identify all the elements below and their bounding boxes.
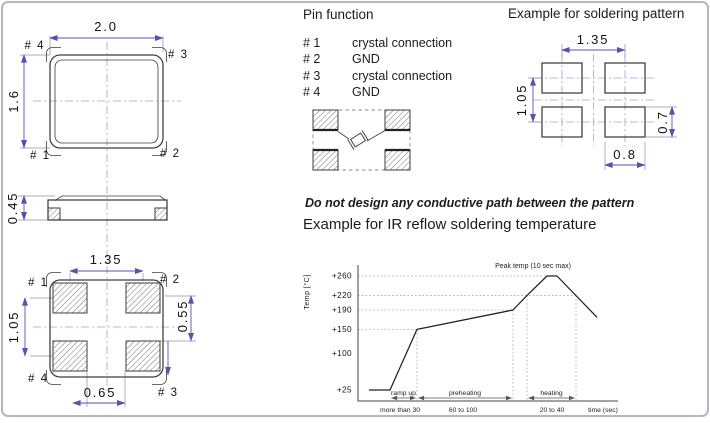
pad-4 bbox=[53, 341, 87, 371]
zone-duration-label: 20 to 40 bbox=[539, 407, 565, 414]
side-view-drawing bbox=[5, 192, 167, 225]
conductive-path-note: Do not design any conductive path between the pattern bbox=[305, 196, 635, 210]
pin-description: GND bbox=[352, 52, 380, 67]
zone-label: ramp up bbox=[391, 390, 416, 397]
zone-duration-label: 60 to 100 bbox=[448, 407, 478, 414]
pin-label-tr: # 3 bbox=[168, 49, 189, 61]
pin-connection-schematic bbox=[295, 95, 445, 180]
schematic-pad-br bbox=[385, 150, 410, 170]
dim-gap-label: 0.65 bbox=[83, 385, 117, 400]
bottom-view-drawing bbox=[6, 252, 196, 407]
pin-function-row bbox=[303, 51, 452, 67]
pad-3 bbox=[126, 341, 160, 371]
pin-description: GND bbox=[352, 84, 380, 99]
schematic-pad-tr bbox=[385, 110, 410, 130]
pin-description: crystal connection bbox=[352, 36, 453, 50]
y-tick-label: +25 bbox=[336, 385, 352, 395]
chart-axes bbox=[358, 265, 618, 401]
package-outline bbox=[50, 55, 163, 148]
y-tick-label: +150 bbox=[331, 325, 352, 334]
dim-pad-height-label: 0.7 bbox=[655, 110, 670, 134]
side-pad-left bbox=[48, 208, 60, 220]
y-tick-label: +190 bbox=[331, 305, 352, 315]
temperature-profile-curve bbox=[369, 276, 597, 390]
pin-number: # 4 bbox=[303, 84, 321, 99]
dim-right-label: 0.55 bbox=[175, 299, 190, 333]
pin-function-title: Pin function bbox=[303, 7, 374, 22]
y-tick-label: +220 bbox=[331, 291, 352, 300]
zone-duration-label: more than 30 bbox=[379, 407, 421, 414]
package-cavity-outline bbox=[55, 60, 158, 143]
dim-pitch-x-label: 1.35 bbox=[576, 32, 610, 47]
top-view-drawing bbox=[6, 19, 189, 162]
pin-number: # 3 bbox=[303, 68, 321, 83]
pin-function-row bbox=[303, 68, 452, 84]
soldering-pattern-drawing bbox=[490, 25, 710, 180]
zone-label: preheating bbox=[448, 390, 482, 397]
pin-function-list bbox=[303, 35, 452, 100]
zone-label: heating bbox=[540, 390, 563, 397]
pin-number: # 2 bbox=[303, 52, 321, 67]
dim-pitch-y-label: 1.05 bbox=[6, 310, 21, 344]
dim-pad-width-label: 0.8 bbox=[613, 147, 637, 162]
pin-label-br: # 3 bbox=[158, 387, 179, 399]
y-tick-label: +260 bbox=[331, 271, 352, 281]
reflow-section-title: Example for IR reflow soldering temperature bbox=[303, 216, 597, 233]
pad-1 bbox=[53, 283, 87, 313]
pin-function-row bbox=[303, 35, 452, 51]
pin-label-bl: # 1 bbox=[30, 150, 51, 162]
schematic-pad-bl bbox=[313, 150, 338, 170]
dim-width-label: 2.0 bbox=[94, 19, 118, 34]
y-tick-label: +100 bbox=[331, 349, 352, 359]
pin-label-bl: # 4 bbox=[28, 373, 49, 385]
pin-description: crystal connection bbox=[352, 68, 453, 83]
reflow-chart-svg bbox=[290, 256, 630, 418]
crystal-symbol bbox=[348, 130, 369, 149]
reflow-temperature-chart bbox=[290, 256, 630, 418]
x-axis-title: time (sec) bbox=[588, 407, 618, 414]
pin-label-tr: # 2 bbox=[160, 274, 181, 286]
pin-label-tl: # 1 bbox=[28, 277, 49, 289]
dim-pitch-y-label: 1.05 bbox=[514, 83, 529, 117]
side-body bbox=[48, 200, 167, 220]
peak-temp-annotation: Peak temp (10 sec max) bbox=[495, 263, 571, 270]
soldering-pattern-title: Example for soldering pattern bbox=[508, 6, 685, 21]
dim-thickness-label: 0.45 bbox=[5, 191, 20, 225]
side-pad-right bbox=[155, 208, 167, 220]
dim-pitch-x-label: 1.35 bbox=[89, 252, 123, 267]
schematic-pad-tl bbox=[313, 110, 338, 130]
pin-number: # 1 bbox=[303, 36, 321, 50]
pin-label-tl: # 4 bbox=[24, 40, 45, 52]
pad-2 bbox=[126, 283, 160, 313]
dim-height-label: 1.6 bbox=[6, 89, 21, 113]
pin-label-br: # 2 bbox=[160, 148, 181, 160]
package-drawings bbox=[0, 0, 290, 419]
y-axis-title: Temp [°C] bbox=[304, 274, 311, 310]
